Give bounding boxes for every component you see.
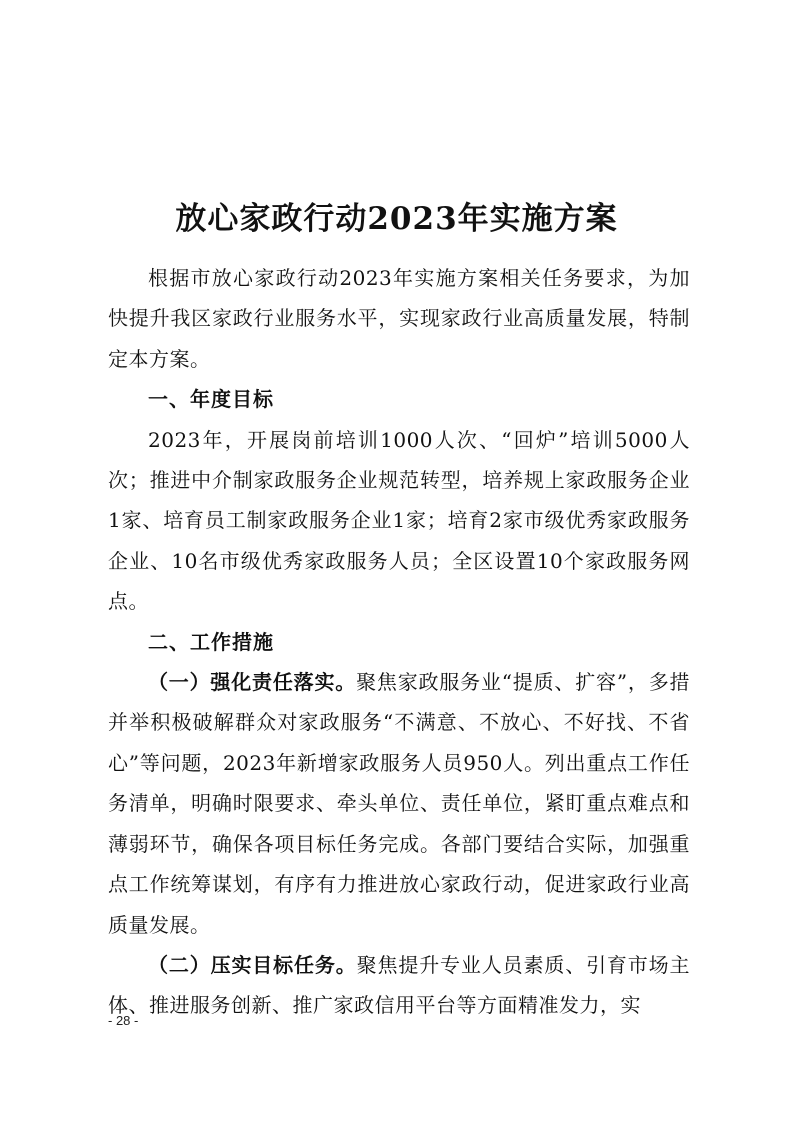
measure-1-lead: （一）强化责任落实。 xyxy=(148,670,357,695)
measure-2-text: 聚焦提升专业人员素质、引育市场主体、推进服务创新、推广家政信用平台等方面精准发力，实 xyxy=(108,952,691,1018)
annual-goals-paragraph: 2023年，开展岗前培训1000人次、“回炉”培训5000人次；推进中介制家政服务企业规范转型，培养规上家政服务企业1家、培育员工制家政服务企业1家；培育2家市级优秀家政服务企业、10名市级优秀家政服务人员；全区设置10个家政服务网点。 xyxy=(108,427,690,614)
measure-1-text: 聚焦家政服务业“提质、扩容”，多措并举积极破解群众对家政服务“不满意、不放心、不好找、不省心”等问题，2023年新增家政服务人员950人。列出重点工作任务清单，明确时限要求、牵头单位、责任单位，紧盯重点难点和薄弱环节，确保各项目标任务完成。各部门要结合实际，加强重点工作统筹谋划，有序有力推进放心家政行动，促进家政行业高质量发展。 xyxy=(108,670,691,937)
document-body xyxy=(108,258,690,1026)
page-number: - 28 - xyxy=(108,1013,139,1028)
document-title: 放心家政行动2023年实施方案 xyxy=(175,200,618,237)
measure-paragraph-1 xyxy=(108,662,690,945)
section-heading-annual-goals: 一、年度目标 xyxy=(148,387,274,412)
measure-paragraph-2 xyxy=(108,945,690,1026)
intro-paragraph: 根据市放心家政行动2023年实施方案相关任务要求，为加快提升我区家政行业服务水平，实现家政行业高质量发展，特制定本方案。 xyxy=(108,266,690,371)
section-heading-work-measures: 二、工作措施 xyxy=(148,629,274,654)
measure-2-lead: （二）压实目标任务。 xyxy=(148,952,357,977)
